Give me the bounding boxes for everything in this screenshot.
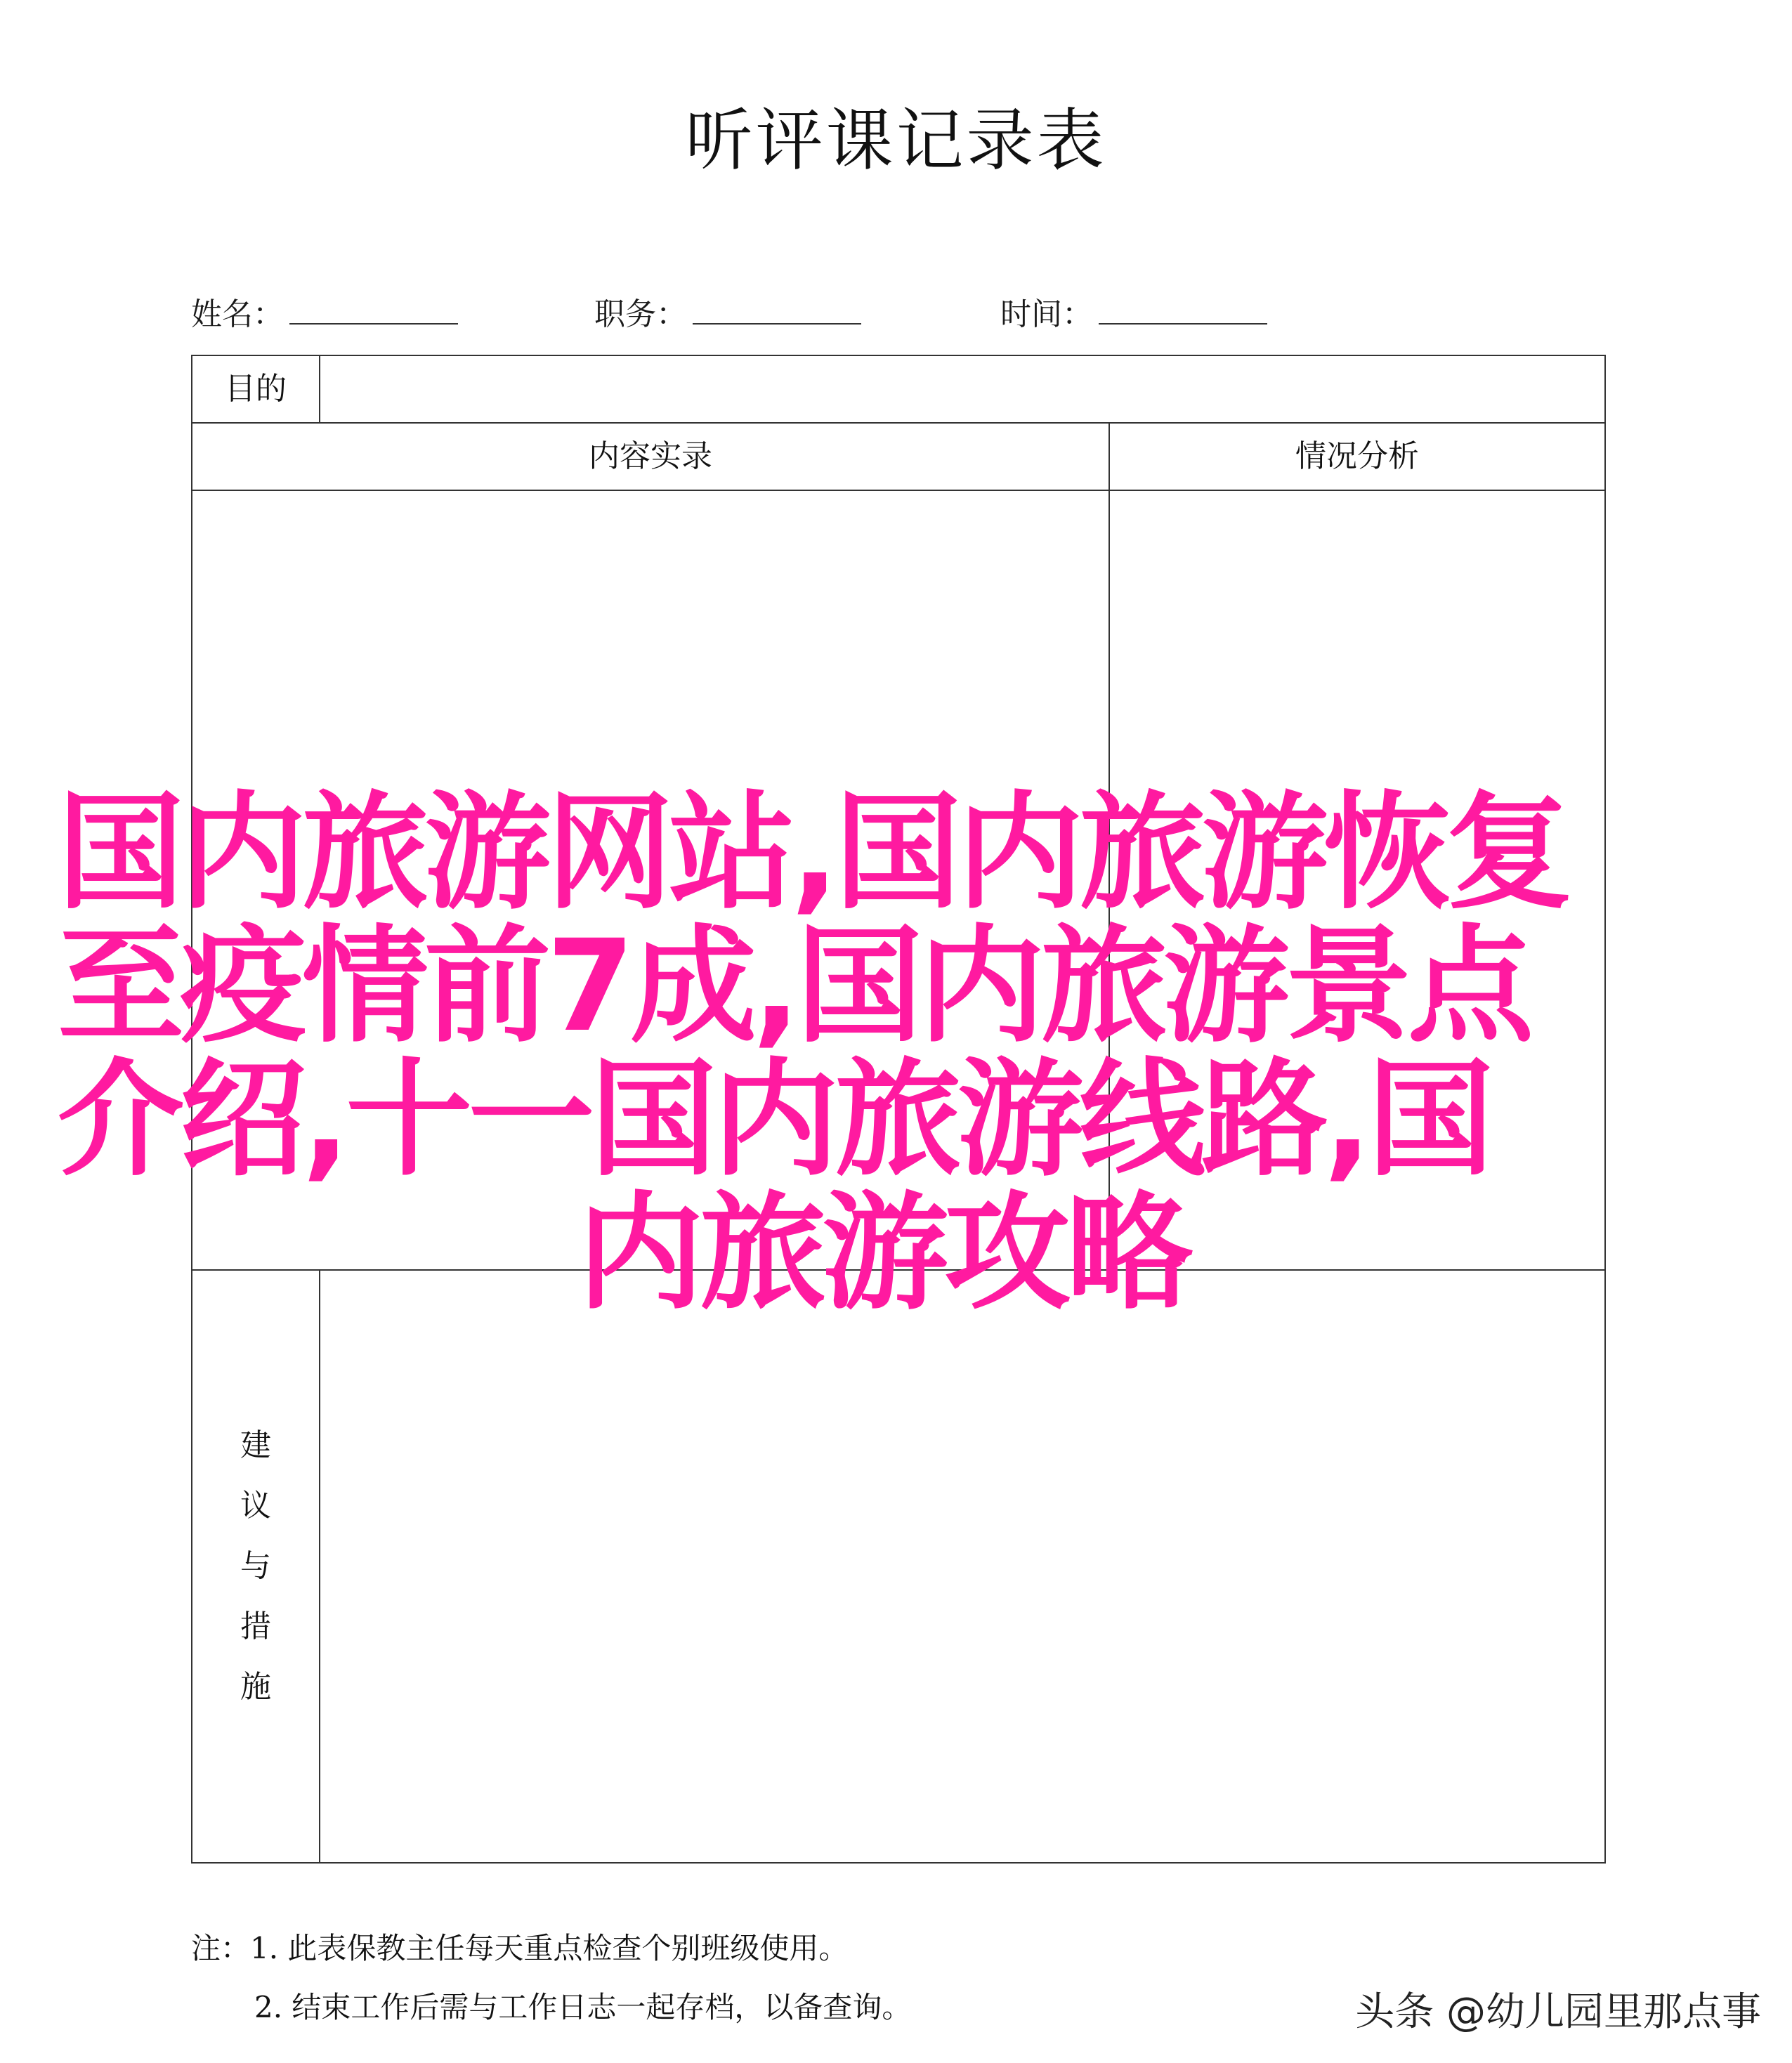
name-blank-line (289, 288, 458, 325)
position-blank-line (693, 288, 861, 325)
note-line-2: 2. 结束工作后需与工作日志一起存档，以备查询。 (254, 1990, 912, 2024)
time-blank-line (1099, 288, 1267, 325)
name-label: 姓名： (191, 296, 284, 332)
position-field (594, 287, 861, 343)
note-line-1: 注：1. 此表保教主任每天重点检查个别班级使用。 (191, 1931, 849, 1965)
table-divider (192, 422, 1604, 424)
overlay-line-1: 国内旅游网站,国内旅游恢复 (58, 780, 1569, 926)
watermark: 头条 @幼儿园里那点事 (1355, 1989, 1761, 2035)
suggestion-char: 议 (240, 1488, 271, 1524)
time-field (1000, 287, 1267, 343)
suggestion-char: 施 (240, 1669, 271, 1705)
suggestion-char: 建 (240, 1427, 271, 1463)
page-title: 听评课记录表 (685, 101, 1107, 180)
suggestion-char: 措 (240, 1609, 271, 1644)
overlay-line-4: 内旅游攻略 (577, 1180, 1189, 1327)
overlay-headline (58, 780, 1744, 1327)
suggestion-cell[interactable] (320, 1271, 1604, 1862)
notes (191, 1919, 1315, 2037)
suggestion-label (235, 1415, 277, 1717)
purpose-label: 目的 (225, 371, 287, 407)
time-label: 时间： (1000, 296, 1093, 332)
overlay-line-2: 至疫情前7成,国内旅游景点 (58, 913, 1530, 1060)
position-label: 职务： (594, 296, 687, 332)
meta-row (191, 287, 1596, 343)
name-field (191, 287, 458, 343)
analysis-header: 情况分析 (1295, 438, 1419, 474)
overlay-line-3: 介绍,十一国内旅游线路,国 (58, 1047, 1490, 1193)
purpose-cell[interactable] (320, 356, 1604, 422)
content-header: 内容实录 (589, 438, 712, 474)
suggestion-char: 与 (240, 1548, 271, 1584)
